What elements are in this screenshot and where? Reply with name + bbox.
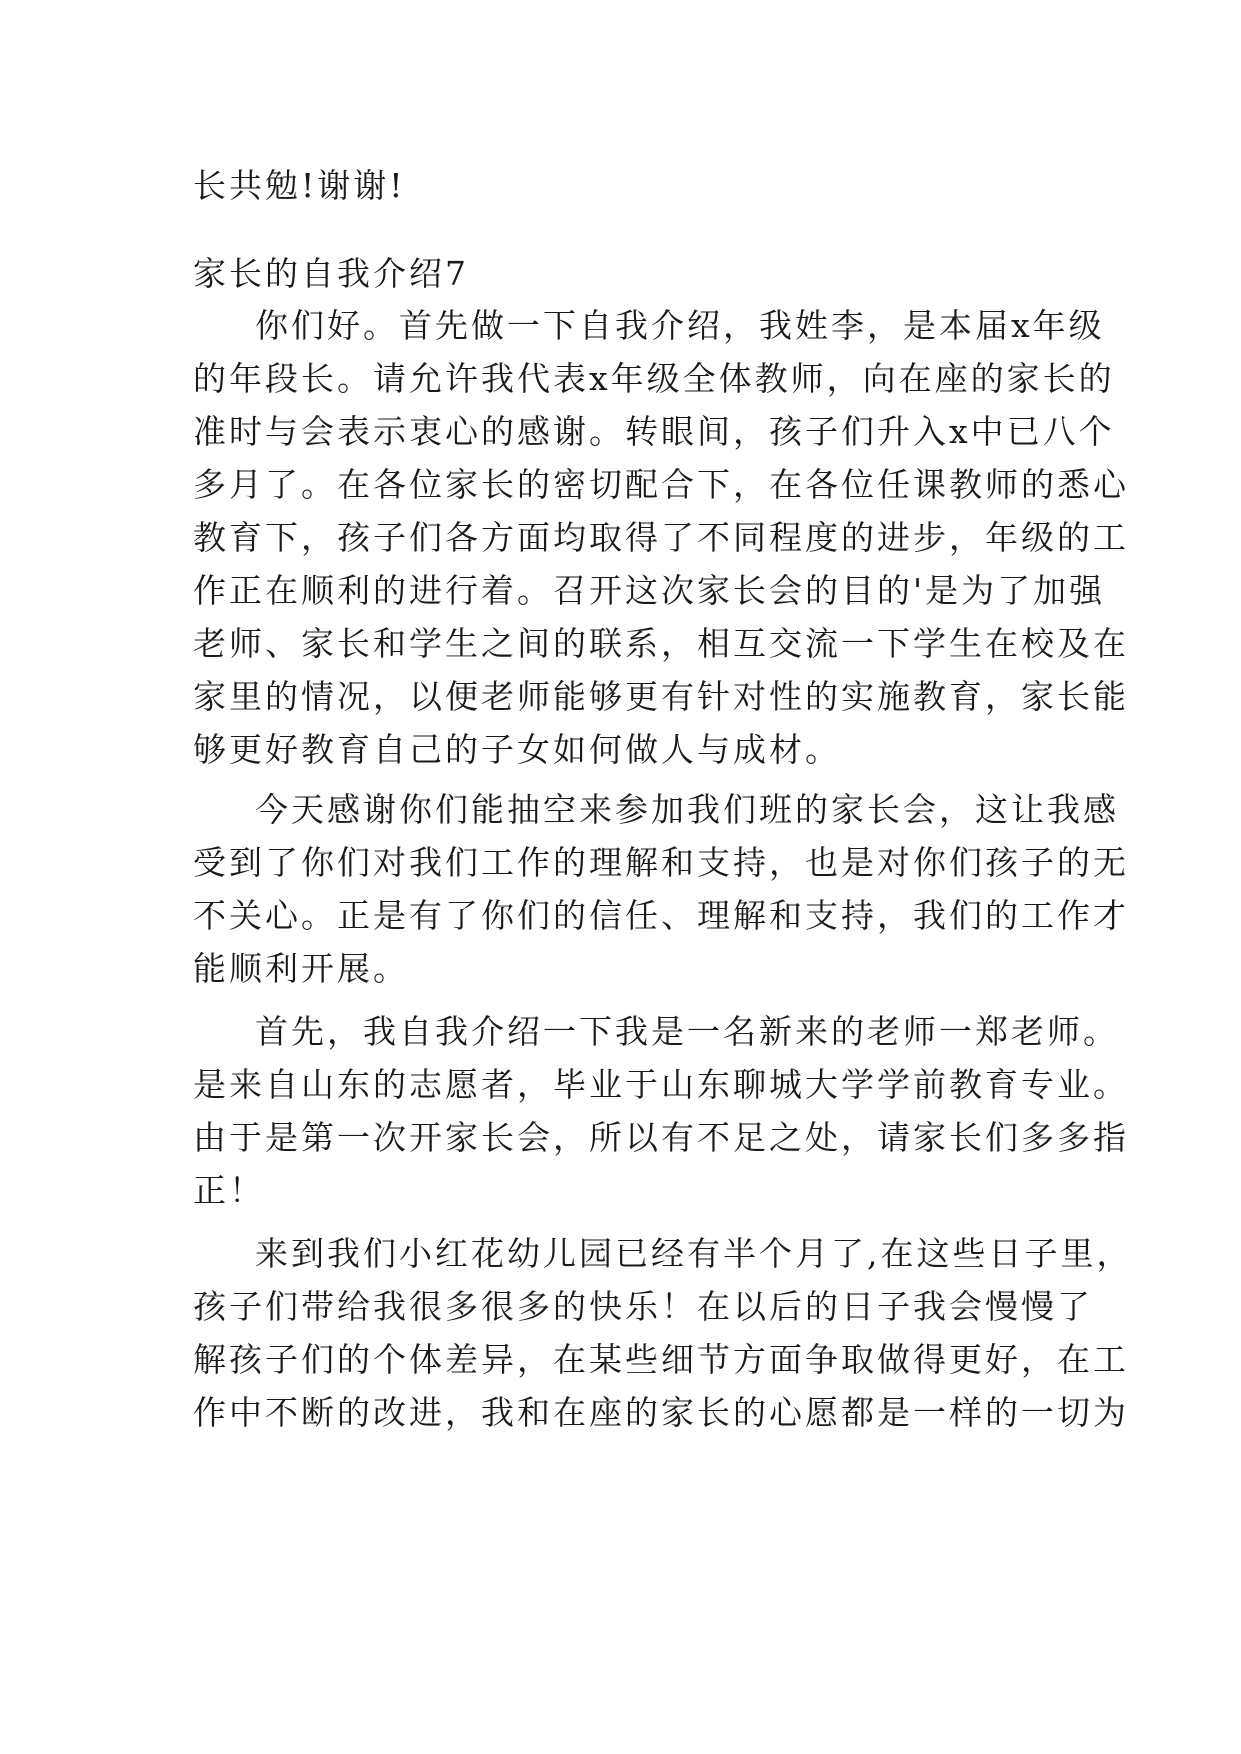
text-line: 正！ (193, 1171, 265, 1210)
text-line: 受到了你们对我们工作的理解和支持，也是对你们孩子的无 (193, 843, 1129, 882)
text-line: 多月了。在各位家长的密切配合下，在各位任课教师的悉心 (193, 465, 1129, 504)
text-line: 教育下，孩子们各方面均取得了不同程度的进步，年级的工 (193, 518, 1129, 557)
text-line: 作中不断的改进，我和在座的家长的心愿都是一样的一切为 (193, 1393, 1129, 1432)
text-line: 你们好。首先做一下自我介绍，我姓李，是本届x年级 (255, 306, 1105, 345)
text-line: 老师、家长和学生之间的联系，相互交流一下学生在校及在 (193, 624, 1129, 663)
text-line: 作正在顺利的进行着。召开这次家长会的目的'是为了加强 (193, 571, 1106, 610)
text-line: 由于是第一次开家长会，所以有不足之处，请家长们多多指 (193, 1118, 1129, 1157)
text-line: 能顺利开展。 (193, 949, 409, 988)
text-line: 的年段长。请允许我代表x年级全体教师，向在座的家长的 (193, 359, 1115, 398)
text-line: 孩子们带给我很多很多的快乐！在以后的日子我会慢慢了 (193, 1287, 1093, 1326)
text-line: 来到我们小红花幼儿园已经有半个月了,在这些日子里， (255, 1234, 1133, 1273)
text-line: 首先，我自我介绍一下我是一名新来的老师一郑老师。 (255, 1012, 1119, 1051)
text-line: 够更好教育自己的子女如何做人与成材。 (193, 730, 841, 769)
text-line: 解孩子们的个体差异，在某些细节方面争取做得更好，在工 (193, 1340, 1129, 1379)
text-line: 准时与会表示衷心的感谢。转眼间，孩子们升入x中已八个 (193, 412, 1115, 451)
text-line: 不关心。正是有了你们的信任、理解和支持，我们的工作才 (193, 896, 1129, 935)
text-line: 长共勉!谢谢! (193, 166, 406, 205)
section-heading: 家长的自我介绍7 (193, 254, 469, 293)
text-line: 今天感谢你们能抽空来参加我们班的家长会，这让我感 (255, 790, 1119, 829)
text-line: 是来自山东的志愿者，毕业于山东聊城大学学前教育专业。 (193, 1065, 1129, 1104)
text-line: 家里的情况，以便老师能够更有针对性的实施教育，家长能 (193, 677, 1129, 716)
